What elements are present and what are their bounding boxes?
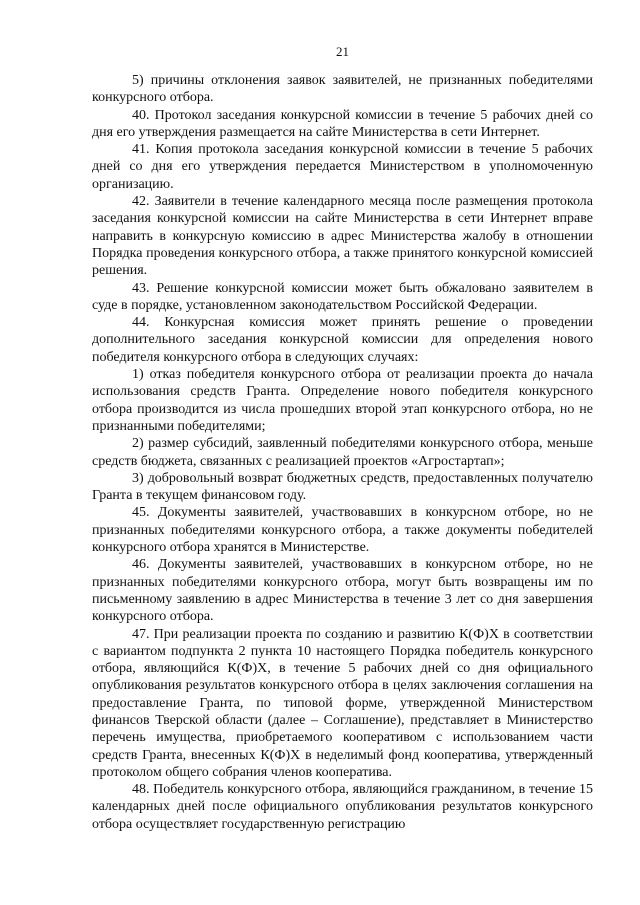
paragraph-43: 43. Решение конкурсной комиссии может быть обжаловано заявителем в суде в порядке, установленном законодательством Российской Федерации.	[92, 280, 593, 313]
paragraph-44-item-3: 3) добровольный возврат бюджетных средств, предоставленных получателю Гранта в текущем финансовом году.	[92, 470, 593, 504]
paragraph-40: 40. Протокол заседания конкурсной комиссии в течение 5 рабочих дней со дня его утверждения размещается на сайте Министерства в сети Интернет.	[92, 107, 593, 140]
paragraph-45: 45. Документы заявителей, участвовавших в конкурсном отборе, но не признанных победителями конкурсного отбора, а также документы победителей конкурсного отбора хранятся в Министерстве.	[92, 505, 593, 556]
paragraph-47: 47. При реализации проекта по созданию и развитию К(Ф)Х в соответствии с вариантом подпункта 2 пункта 10 настоящего Порядка победитель конкурсного отбора, являющийся К(Ф)Х, в течение 5 рабочих дней со дня официального опубликования результатов конкурсного отбора в целях заключения соглашения на предоставление Гранта, по типовой форме, утвержденной Министерством финансов Тверской области (далее – Соглашение), представляет в Министерство перечень имущества, приобретаемого кооперативом с использованием части средств Гранта, внесенных К(Ф)Х в неделимый фонд кооператива, утвержденный протоколом общего собрания членов кооператива.	[92, 626, 593, 780]
paragraph-44-item-1: 1) отказ победителя конкурсного отбора от реализации проекта до начала использования средств Гранта. Определение нового победителя конкурсного отбора производится из числа прошедших второй этап конкурсного отбора, но не признанными победителями;	[92, 367, 593, 434]
document-body	[92, 72, 593, 833]
paragraph-48: 48. Победитель конкурсного отбора, являющийся гражданином, в течение 15 календарных дней после официального опубликования результатов конкурсного отбора осуществляет государственную регистрацию	[92, 782, 593, 832]
paragraph-46: 46. Документы заявителей, участвовавших в конкурсном отборе, но не признанных победителями конкурсного отбора, могут быть возвращены им по письменному заявлению в адрес Министерства в течение 3 лет со дня завершения конкурсного отбора.	[92, 557, 593, 625]
page-number: 21	[336, 44, 349, 59]
paragraph-44-item-2: 2) размер субсидий, заявленный победителями конкурсного отбора, меньше средств бюджета, связанных с реализацией проектов «Агростартап»;	[92, 436, 593, 469]
paragraph-44: 44. Конкурсная комиссия может принять решение о проведении дополнительного заседания конкурсной комиссии для определения нового победителя конкурсного отбора в следующих случаях:	[92, 315, 593, 365]
paragraph-5-reasons: 5) причины отклонения заявок заявителей, не признанных победителями конкурсного отбора.	[92, 73, 593, 106]
paragraph-41: 41. Копия протокола заседания конкурсной комиссии в течение 5 рабочих дней со дня его утверждения передается Министерством в уполномоченную организацию.	[92, 142, 593, 192]
paragraph-42: 42. Заявители в течение календарного месяца после размещения протокола заседания конкурсной комиссии на сайте Министерства в сети Интернет вправе направить в конкурсную комиссию в адрес Министерства жалобу в отношении Порядка проведения конкурсного отбора, а также принятого конкурсной комиссией решения.	[92, 194, 593, 279]
